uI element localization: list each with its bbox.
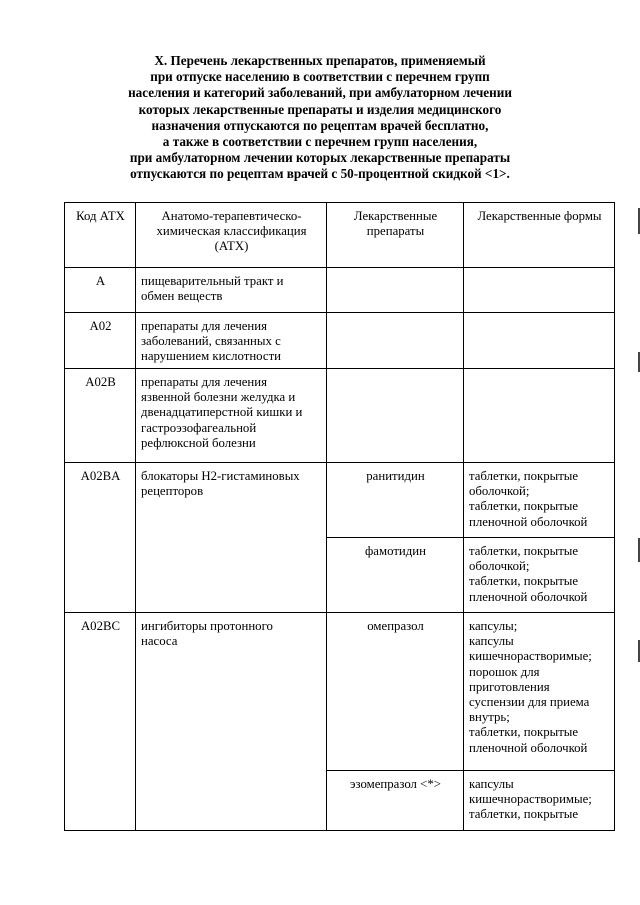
heading-line: при амбулаторном лечении которых лекарственные препараты (129, 150, 511, 166)
heading-line: которых лекарственные препараты и изделия медицинского (138, 101, 502, 117)
drug-name: фамотидин (327, 538, 464, 613)
drug-cell (327, 369, 464, 463)
header-drugs: Лекарственные препараты (327, 203, 464, 268)
drug-name: эзомепразол <*> (327, 771, 464, 831)
atc-classification: блокаторы H2-гистаминовых рецепторов (136, 463, 327, 613)
drug-forms: таблетки, покрытые оболочкой; таблетки, покрытые пленочной оболочкой (464, 463, 615, 538)
header-code: Код АТХ (65, 203, 136, 268)
table-row (65, 613, 615, 771)
atc-code: A02BA (65, 463, 136, 613)
atc-code: A (65, 268, 136, 313)
drug-cell (327, 268, 464, 313)
atc-classification: препараты для лечения язвенной болезни желудка и двенадцатиперстной кишки и гастроэзофагеальной рефлюксной болезни (136, 369, 327, 463)
forms-cell (464, 313, 615, 369)
heading-line: населения и категорий заболеваний, при амбулаторном лечении (128, 85, 512, 101)
table-row (65, 463, 615, 538)
atc-classification: препараты для лечения заболеваний, связанных с нарушением кислотности (136, 313, 327, 369)
heading-line: отпускаются по рецептам врачей с 50-процентной скидкой <1>. (130, 166, 510, 182)
atc-code: A02 (65, 313, 136, 369)
table-header-row (65, 203, 615, 268)
header-forms: Лекарственные формы (464, 203, 615, 268)
heading-line: при отпуске населению в соответствии с перечнем групп (150, 69, 490, 85)
table-row (65, 268, 615, 313)
heading-line: назначения отпускаются по рецептам врачей бесплатно, (151, 117, 489, 133)
forms-cell (464, 369, 615, 463)
table-row (65, 369, 615, 463)
atc-table (64, 202, 615, 831)
heading-line: а также в соответствии с перечнем групп населения, (162, 134, 478, 150)
atc-classification: ингибиторы протонного насоса (136, 613, 327, 831)
drug-forms: таблетки, покрытые оболочкой; таблетки, покрытые пленочной оболочкой (464, 538, 615, 613)
drug-forms: капсулы; капсулы кишечнорастворимые; порошок для приготовления суспензии для приема внутрь; таблетки, покрытые пленочной оболочкой (464, 613, 615, 771)
table-row (65, 313, 615, 369)
atc-classification: пищеварительный тракт и обмен веществ (136, 268, 327, 313)
atc-code: A02B (65, 369, 136, 463)
document-heading (0, 53, 640, 183)
drug-cell (327, 313, 464, 369)
drug-name: ранитидин (327, 463, 464, 538)
heading-line: X. Перечень лекарственных препаратов, применяемый (154, 53, 486, 68)
drug-name: омепразол (327, 613, 464, 771)
forms-cell (464, 268, 615, 313)
drug-forms: капсулы кишечнорастворимые; таблетки, покрытые (464, 771, 615, 831)
header-classification: Анатомо-терапевтическо- химическая классификация (АТХ) (136, 203, 327, 268)
atc-code: A02BC (65, 613, 136, 831)
